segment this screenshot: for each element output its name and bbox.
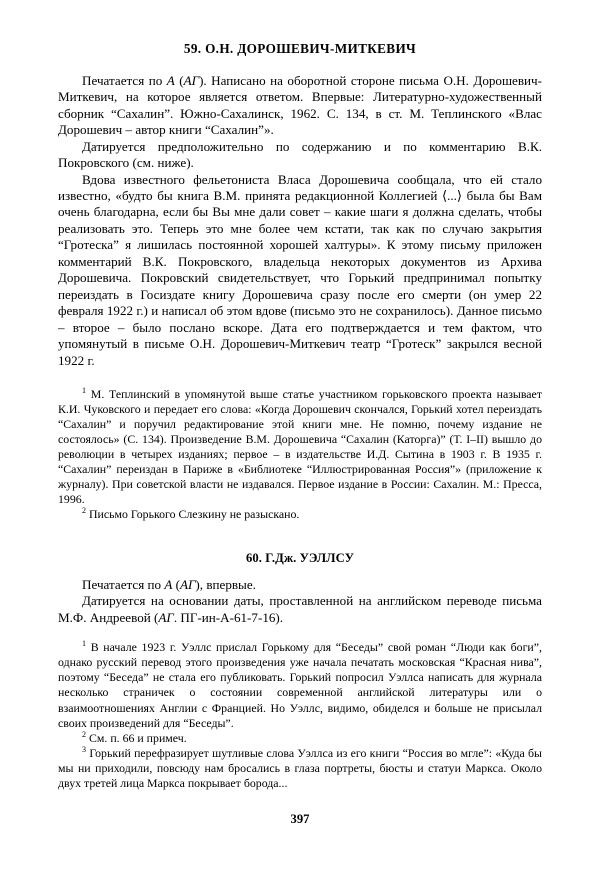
section-60-body xyxy=(58,577,542,626)
section-heading-59: 59. О.Н. ДОРОШЕВИЧ-МИТКЕВИЧ xyxy=(183,41,417,56)
footnote xyxy=(58,507,542,522)
footnote-text: Письмо Горького Слезкину не разыскано. xyxy=(89,507,300,522)
page-content-column xyxy=(58,0,542,791)
footnote-marker: 3 xyxy=(82,744,87,754)
footnote xyxy=(58,731,542,746)
footnote-marker: 2 xyxy=(82,506,87,516)
paragraph: Вдова известного фельетониста Власа Дорошевича сообщала, что ей стало известно, «будто бы книга В.М. принята редакционной Коллегией ⟨...⟩ была бы Вам очень благодарна, если бы Вы мне дали совет – какие шаги я должна сделать, чтобы реализовать это. Теперь это мне более чем кстати, так как по случаю закрытия “Гротеска” я лишилась постоянной хорошей халтуры». К этому письму приложен комментарий В.К. Покровского, владельца некоторых документов из Архива Дорошевича. Покровский свидетельствует, что Горький предпринимал попытку переиздать в Госиздате книгу Дорошевича сразу после его смерти (он умер 22 февраля 1922 г.) и написал об этом вдове (письмо это не сохранилось). Данное письмо – второе – было послано вскоре. Дата его подтверждается и тем фактом, что упомянутый в письме О.Н. Дорошевич-Миткевич театр “Гротеск” закрылся весной 1922 г. xyxy=(58,171,542,368)
footnote-marker: 1 xyxy=(82,386,87,396)
section-heading-60: 60. Г.Дж. УЭЛЛСУ xyxy=(245,551,355,566)
footnote xyxy=(58,640,542,730)
paragraph: Датируется предположительно по содержанию и по комментарию В.К. Покровского (см. ниже). xyxy=(58,138,542,171)
footnote-marker: 2 xyxy=(82,729,87,739)
source-sigil: А xyxy=(166,72,175,88)
archive-sigil: АГ xyxy=(179,576,196,592)
section-59-footnotes xyxy=(58,387,542,522)
footnote-text: В начале 1923 г. Уэллс прислал Горькому для “Беседы” свой роман “Люди как боги”, однако русский перевод этого произведения уже начала печатать московская “Красная нива”, поэтому “Беседа” не стала его публиковать. Горький попросил Уэллса написать для журнала несколько страничек о состоянии современной английской литературы или о взаимоотношениях Англии с Францией. Но Уэллс, видимо, обиделся и больше не присылал своих произведений для “Беседы”. xyxy=(58,640,542,730)
footnote xyxy=(58,387,542,507)
archive-sigil: АГ xyxy=(183,72,200,88)
paragraph: Датируется на основании даты, проставленной на английском переводе письма М.Ф. Андреевой (АГ. ПГ-ин-А-61-7-16). xyxy=(58,593,542,625)
footnote-text: М. Теплинский в упомянутой выше статье участником горьковского проекта называет К.И. Чуковского и передает его слова: «Когда Дорошевич скончался, Горький хотел переиздать “Сахалин” и поручил редактирование этой книги мне. Не помню, почему издание не состоялось» (С. 134). Произведение В.М. Дорошевича “Сахалин (Каторга)” (Т. I–II) вышло до революции в четырех изданиях; первое – в издательстве И.Д. Сытина в 1903 г. В 1935 г. “Сахалин” переиздан в Париже в «Библиотеке “Иллюстрированная Россия”» (приложение к журналу). При советской власти не издавался. Первое издание в России: Сахалин. М.: Пресса, 1996. xyxy=(58,387,542,507)
paragraph: Печатается по А (АГ). Написано на оборотной стороне письма О.Н. Дорошевич-Миткевич, на которое является ответом. Впервые: Литературно-художественный сборник “Сахалин”. Южно-Сахалинск, 1962. С. 134, в ст. М. Теплинского «Влас Дорошевич – автор книги “Сахалин”». xyxy=(58,72,542,138)
source-sigil: А xyxy=(164,576,173,592)
archive-sigil: АГ xyxy=(158,609,174,625)
footnote xyxy=(58,746,542,791)
footnote-marker: 1 xyxy=(82,639,87,649)
section-59-body xyxy=(58,73,542,369)
section-60-footnotes xyxy=(58,640,542,790)
footnote-text: Горький перефразирует шутливые слова Уэллса из его книги “Россия во мгле”: «Куда бы мы ни приходили, повсюду нам бросались в глаза портреты, бюсты и статуи Маркса. Около двух третей лица Маркса покрывает борода... xyxy=(58,745,542,790)
paragraph: Печатается по А (АГ), впервые. xyxy=(82,576,256,592)
footnote-text: См. п. 66 и примеч. xyxy=(89,730,187,745)
page-number: 397 xyxy=(290,812,310,826)
